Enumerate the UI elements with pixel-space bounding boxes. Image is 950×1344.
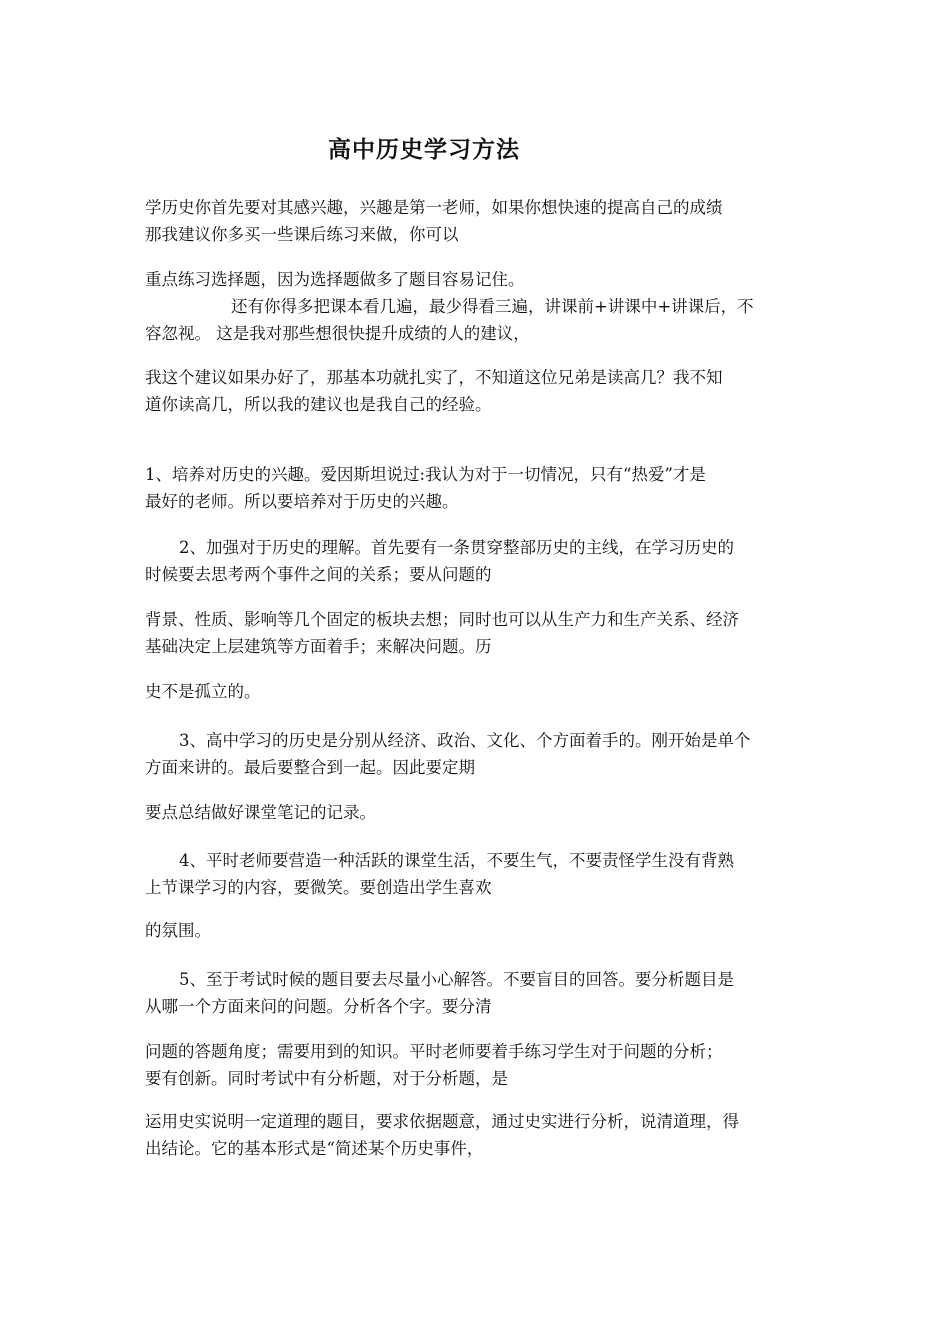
paragraph-9 [145,727,809,781]
paragraph-line: 出结论。它的基本形式是“简述某个历史事件， [145,1139,484,1158]
paragraph-13 [145,966,809,1020]
paragraph-line: 问题的答题角度；需要用到的知识。平时老师要着手练习学生对于问题的分析； [145,1042,723,1061]
paragraph-7 [145,606,809,660]
paragraph-line: 的氛围。 [145,921,211,940]
paragraph-line: 背景、性质、影响等几个固定的板块去想；同时也可以从生产力和生产关系、经济 [145,610,739,629]
paragraph-line: 我这个建议如果办好了，那基本功就扎实了，不知道这位兄弟是读高几？我不知 [145,368,723,387]
paragraph-line: 还有你得多把课本看几遍，最少得看三遍，讲课前+讲课中+讲课后，不 [231,297,754,316]
paragraph-line: 道你读高几，所以我的建议也是我自己的经验。 [145,395,492,414]
paragraph-11 [145,847,809,901]
paragraph-line: 最好的老师。所以要培养对于历史的兴趣。 [145,492,459,511]
paragraph-2 [145,266,809,293]
paragraph-line: 要有创新。同时考试中有分析题，对于分析题，是 [145,1069,508,1088]
paragraph-line: 1、培养对历史的兴趣。爱因斯坦说过:我认为对于一切情况，只有“热爱”才是 [145,465,706,484]
paragraph-12 [145,917,809,944]
paragraph-line: 基础决定上层建筑等方面着手；来解决问题。历 [145,637,492,656]
paragraph-line: 那我建议你多买一些课后练习来做，你可以 [145,225,459,244]
paragraph-3 [145,293,809,347]
paragraph-line: 运用史实说明一定道理的题目，要求依据题意，通过史实进行分析，说清道理，得 [145,1112,739,1131]
paragraph-line: 4、平时老师要营造一种活跃的课堂生活，不要生气，不要责怪学生没有背熟 [179,851,734,870]
paragraph-line: 重点练习选择题，因为选择题做多了题目容易记住。 [145,270,525,289]
paragraph-line: 3、高中学习的历史是分别从经济、政治、文化、个方面着手的。刚开始是单个 [179,731,751,750]
paragraph-line: 5、至于考试时候的题目要去尽量小心解答。不要盲目的回答。要分析题目是 [179,970,734,989]
paragraph-10 [145,799,809,826]
paragraph-8 [145,678,809,705]
paragraph-1 [145,194,809,248]
paragraph-line: 要点总结做好课堂笔记的记录。 [145,803,376,822]
paragraph-15 [145,1108,809,1162]
paragraph-line: 上节课学习的内容，要微笑。要创造出学生喜欢 [145,878,492,897]
paragraph-line: 容忽视。 这是我对那些想很快提升成绩的人的建议， [145,324,530,343]
paragraph-14 [145,1038,809,1092]
paragraph-line: 方面来讲的。最后要整合到一起。因此要定期 [145,758,475,777]
paragraph-line: 2、加强对于历史的理解。首先要有一条贯穿整部历史的主线，在学习历史的 [179,538,734,557]
paragraph-line: 学历史你首先要对其感兴趣，兴趣是第一老师，如果你想快速的提高自己的成绩 [145,198,723,217]
paragraph-6 [145,534,809,588]
paragraph-line: 从哪一个方面来问的问题。分析各个字。要分清 [145,997,492,1016]
paragraph-line: 时候要去思考两个事件之间的关系；要从问题的 [145,565,492,584]
page-title: 高中历史学习方法 [328,136,520,163]
paragraph-line: 史不是孤立的。 [145,682,261,701]
paragraph-4 [145,364,809,418]
paragraph-5 [145,461,809,515]
